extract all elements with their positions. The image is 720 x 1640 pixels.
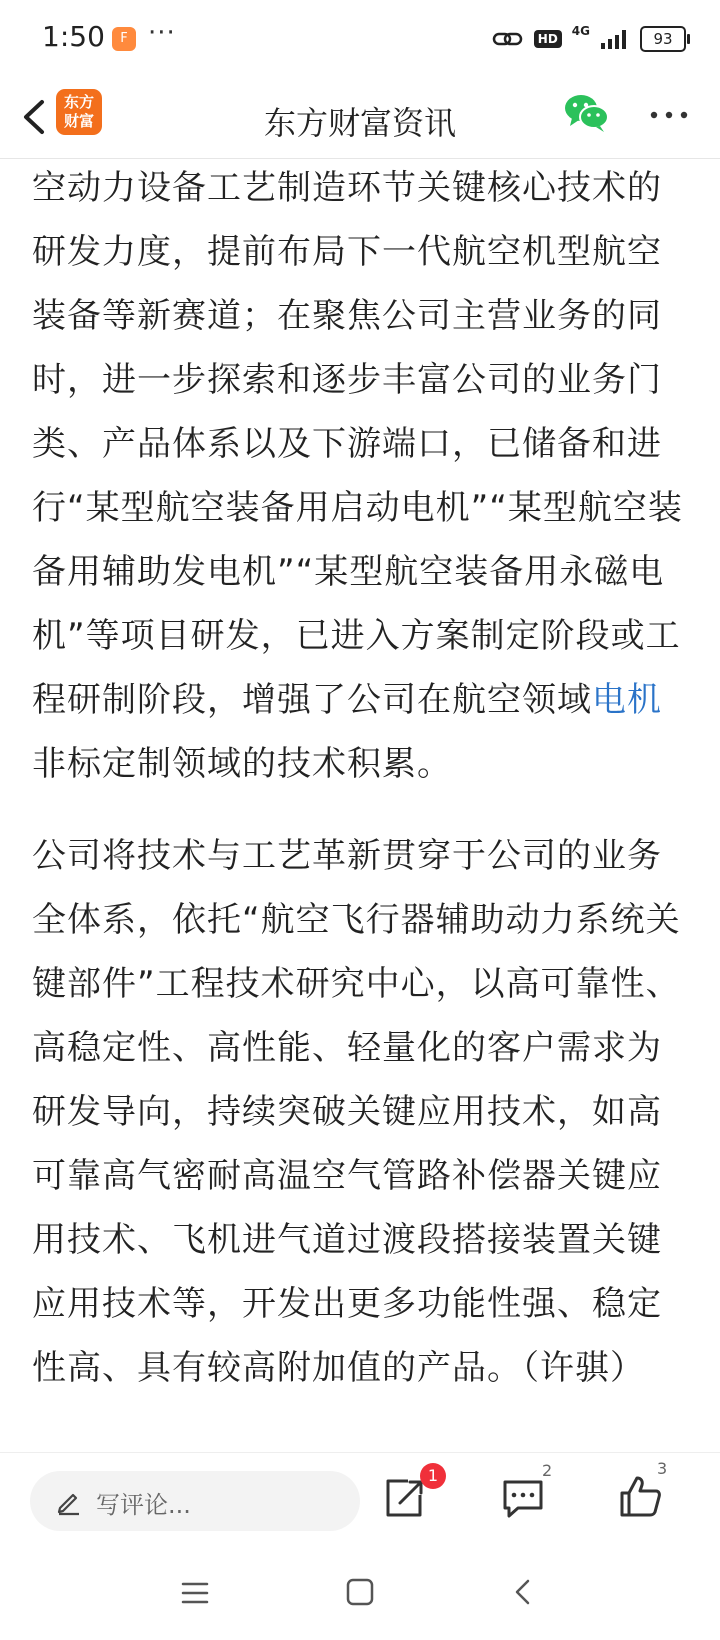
network-type: 4G — [571, 24, 590, 38]
bottom-action-bar — [0, 1452, 720, 1551]
more-options-icon[interactable] — [646, 100, 692, 130]
hd-icon: HD — [534, 30, 562, 48]
likes-count: 3 — [657, 1459, 668, 1478]
status-indicators — [492, 24, 686, 54]
comments-count: 2 — [542, 1461, 553, 1480]
comments-icon[interactable] — [500, 1475, 546, 1521]
comment-placeholder: 写评论... — [96, 1491, 191, 1519]
nav-back-icon[interactable] — [508, 1576, 540, 1608]
system-nav-bar — [0, 1550, 720, 1640]
article-header — [0, 76, 720, 159]
article-body — [32, 156, 692, 1400]
comment-input[interactable] — [30, 1471, 360, 1531]
battery-icon: 93 — [640, 26, 686, 52]
wechat-share-icon[interactable] — [562, 88, 612, 138]
signal-icon — [600, 28, 630, 50]
menu-icon[interactable] — [180, 1578, 210, 1608]
logo-line-1: 东方 — [63, 93, 94, 111]
status-time: 1:50 — [42, 20, 105, 53]
app-notification-icon: F — [112, 27, 136, 51]
status-bar — [0, 0, 720, 76]
paragraph-1-text: 空动力设备工艺制造环节关键核心技术的研发力度，提前布局下一代航空机型航空装备等新赛道；在聚焦公司主营业务的同时，进一步探索和逐步丰富公司的业务门类、产品体系以及下游端口，已储备和进行“某型航空装备用启动电机”“某型航空装备用辅助发电机”“某型航空装备用永磁电机”等项目研发，已进入方案制定阶段或工程研制阶段，增强了公司在航空领域 — [32, 168, 683, 720]
share-count-badge: 1 — [420, 1463, 446, 1489]
paragraph-1-text-end: 非标定制领域的技术积累。 — [32, 744, 452, 784]
stock-link[interactable]: 电机 — [592, 680, 662, 720]
article-paragraph-1 — [32, 156, 692, 796]
status-more-icon: ··· — [148, 18, 176, 48]
pen-icon — [54, 1486, 84, 1516]
home-icon[interactable] — [344, 1576, 376, 1608]
logo-line-2: 财富 — [63, 112, 94, 130]
article-paragraph-2: 公司将技术与工艺革新贯穿于公司的业务全体系，依托“航空飞行器辅助动力系统关键部件”工程技术研究中心，以高可靠性、高稳定性、高性能、轻量化的客户需求为研发导向，持续突破关键应用技术，如高可靠高气密耐高温空气管路补偿器关键应用技术、飞机进气道过渡段搭接装置关键应用技术等，开发出更多功能性强、稳定性高、具有较高附加值的产品。（许骐） — [32, 836, 681, 1388]
page-title: 东方财富资讯 — [263, 104, 456, 142]
thumbs-up-icon[interactable] — [618, 1473, 664, 1519]
link-icon — [492, 28, 524, 50]
